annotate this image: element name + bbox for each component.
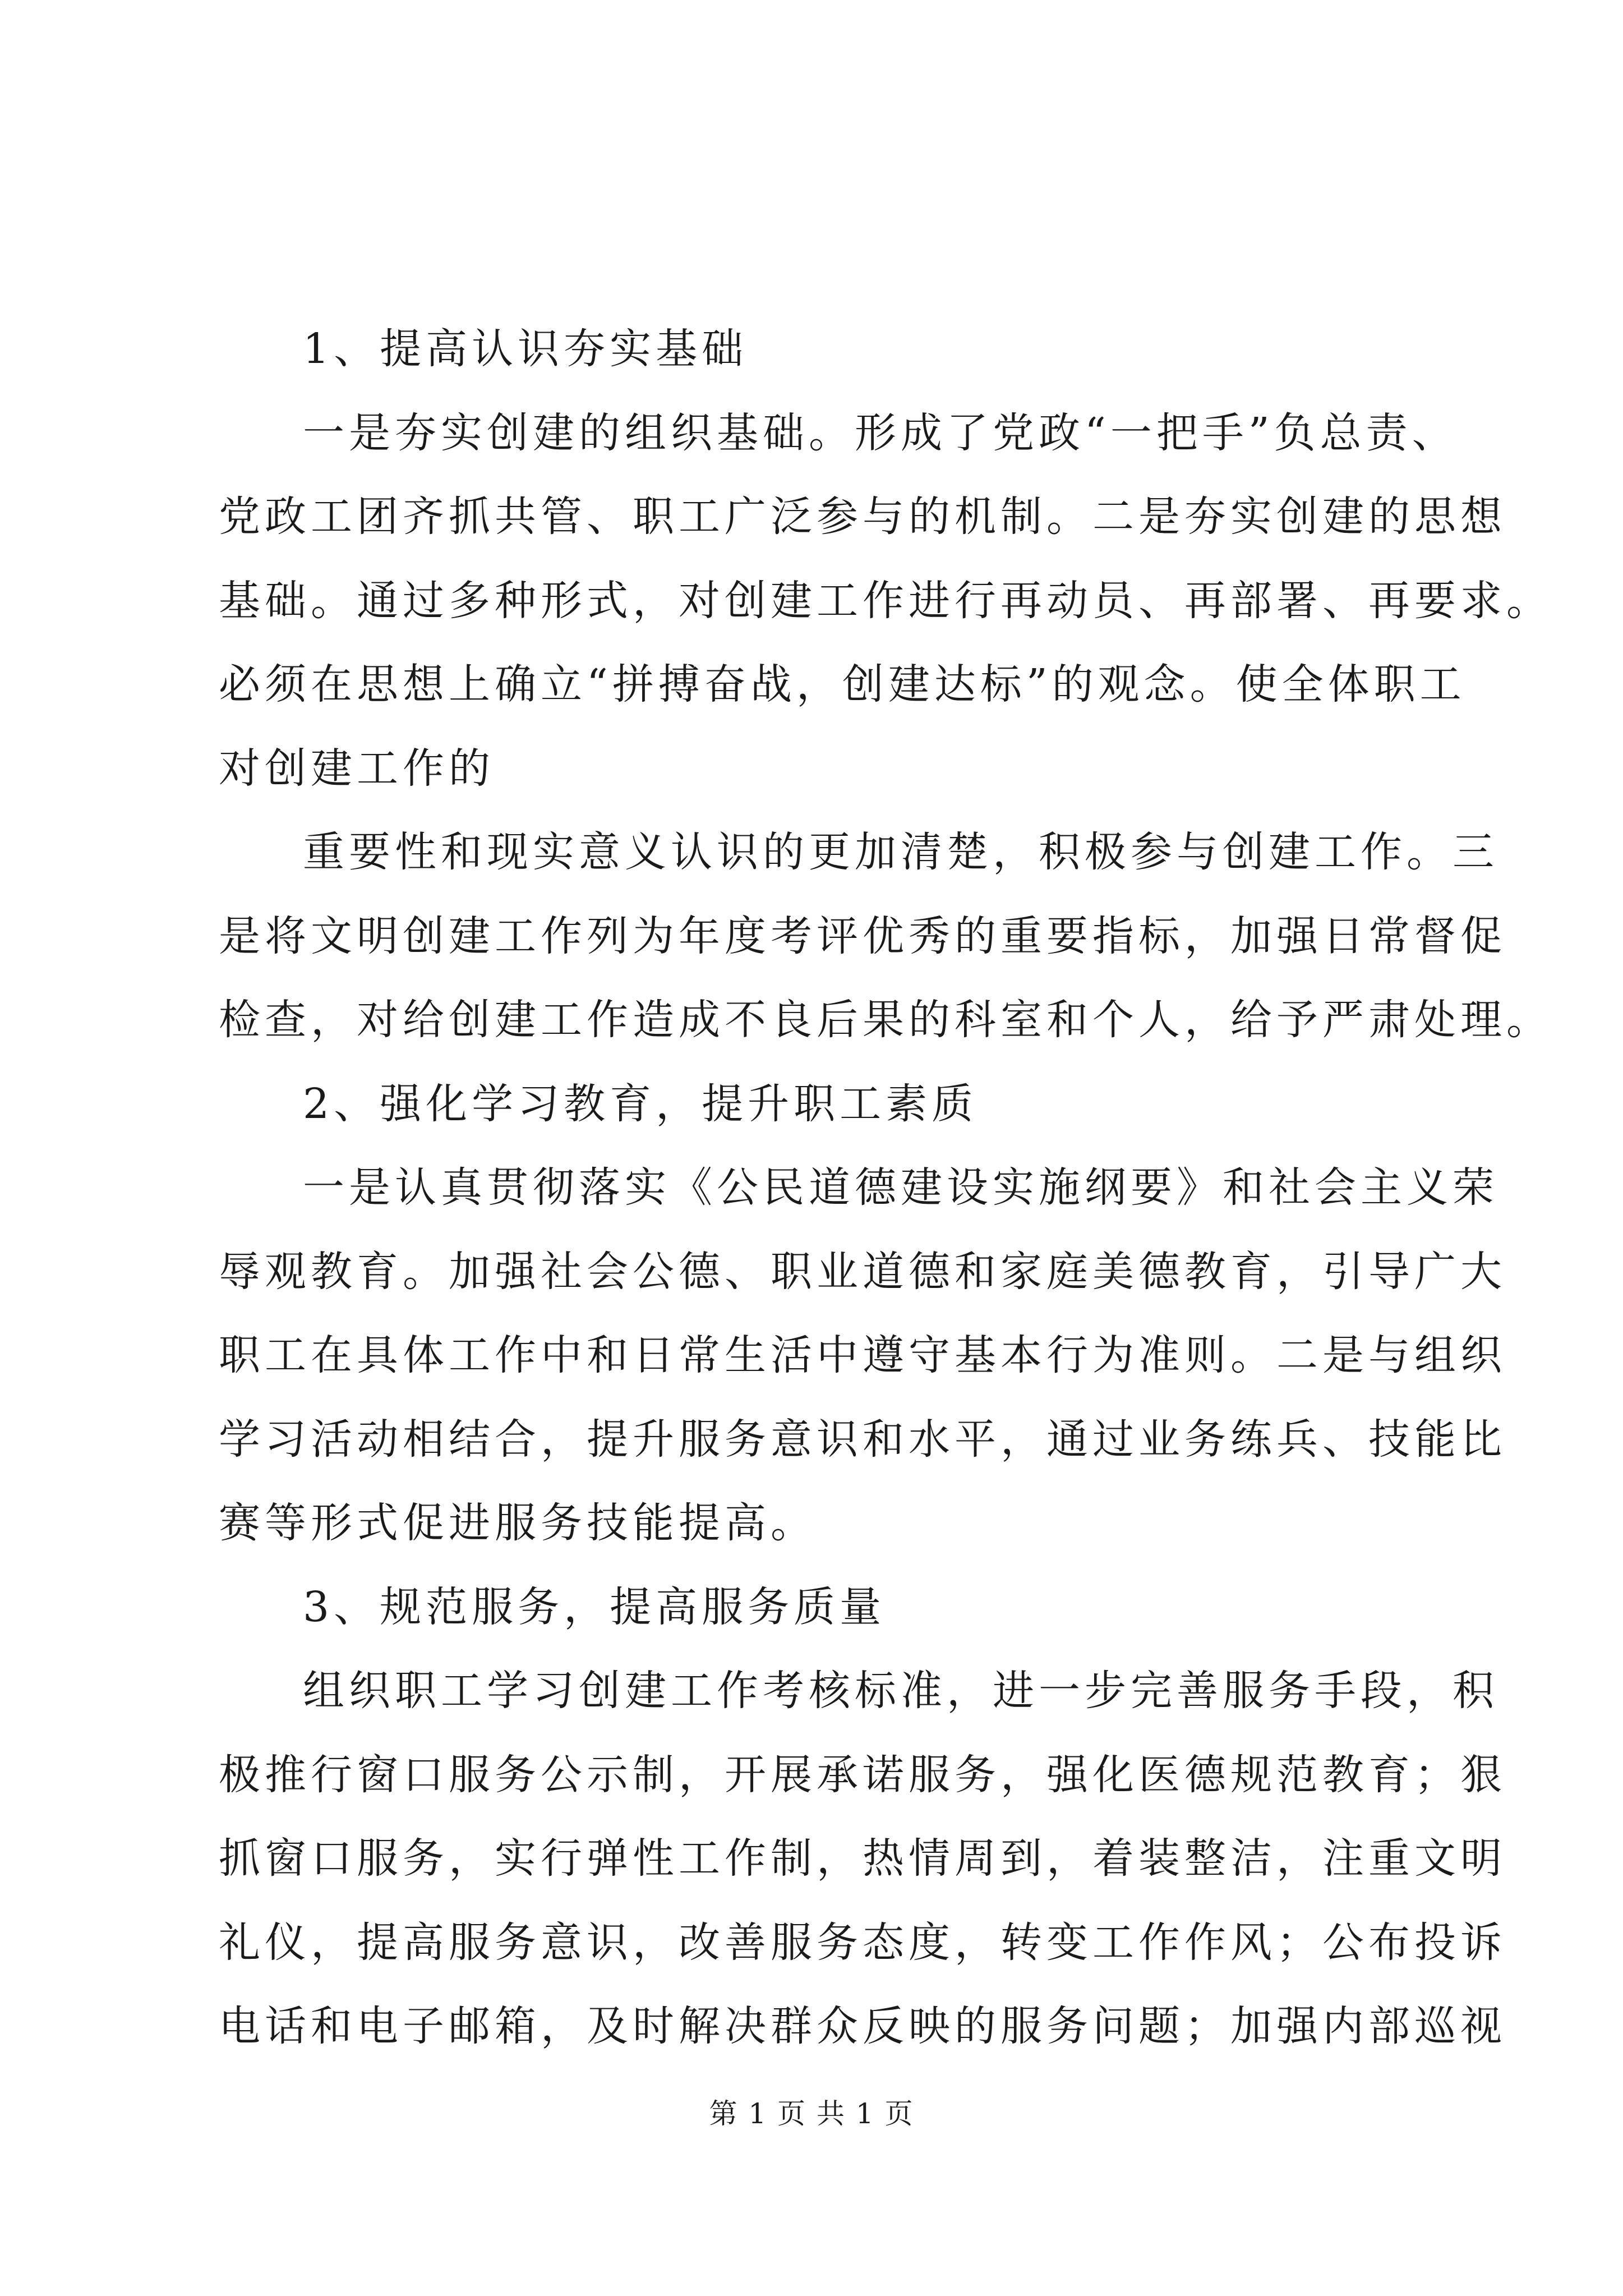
- paragraph-line: 是将文明创建工作列为年度考评优秀的重要指标，加强日常督促: [219, 912, 1506, 960]
- paragraph-line: 重要性和现实意义认识的更加清楚，积极参与创建工作。三: [303, 828, 1498, 876]
- paragraph-line: 辱观教育。加强社会公德、职业道德和家庭美德教育，引导广大: [219, 1247, 1506, 1296]
- paragraph-line: 学习活动相结合，提升服务意识和水平，通过业务练兵、技能比: [219, 1415, 1506, 1464]
- paragraph-line: 党政工团齐抓共管、职工广泛参与的机制。二是夯实创建的思想: [219, 493, 1506, 541]
- paragraph-line: 对创建工作的: [219, 744, 495, 793]
- paragraph-line: 赛等形式促进服务技能提高。: [219, 1499, 817, 1547]
- paragraph-line: 一是夯实创建的组织基础。形成了党政“一把手”负总责、: [303, 408, 1458, 457]
- section-heading-2: 2、强化学习教育，提升职工素质: [303, 1079, 978, 1128]
- paragraph-line: 一是认真贯彻落实《公民道德建设实施纲要》和社会主义荣: [303, 1163, 1498, 1212]
- paragraph-line: 基础。通过多种形式，对创建工作进行再动员、再部署、再要求。: [219, 576, 1552, 625]
- paragraph-line: 极推行窗口服务公示制，开展承诺服务，强化医德规范教育；狠: [219, 1750, 1506, 1799]
- paragraph-line: 抓窗口服务，实行弹性工作制，热情周到，着装整洁，注重文明: [219, 1834, 1506, 1883]
- paragraph-line: 检查，对给创建工作造成不良后果的科室和个人，给予严肃处理。: [219, 996, 1552, 1044]
- section-heading-3: 3、规范服务，提高服务质量: [303, 1582, 886, 1631]
- paragraph-line: 必须在思想上确立“拼搏奋战，创建达标”的观念。使全体职工: [219, 660, 1466, 708]
- paragraph-line: 职工在具体工作中和日常生活中遵守基本行为准则。二是与组织: [219, 1331, 1506, 1379]
- paragraph-line: 礼仪，提高服务意识，改善服务态度，转变工作作风；公布投诉: [219, 1918, 1506, 1967]
- section-heading-1: 1、提高认识夯实基础: [303, 325, 748, 373]
- document-body: [219, 307, 1552, 2069]
- paragraph-line: 组织职工学习创建工作考核标准，进一步完善服务手段，积: [303, 1667, 1498, 1715]
- page-number-footer: 第 1 页 共 1 页: [709, 2097, 914, 2130]
- paragraph-line: 电话和电子邮箱，及时解决群众反映的服务问题；加强内部巡视: [219, 2002, 1506, 2050]
